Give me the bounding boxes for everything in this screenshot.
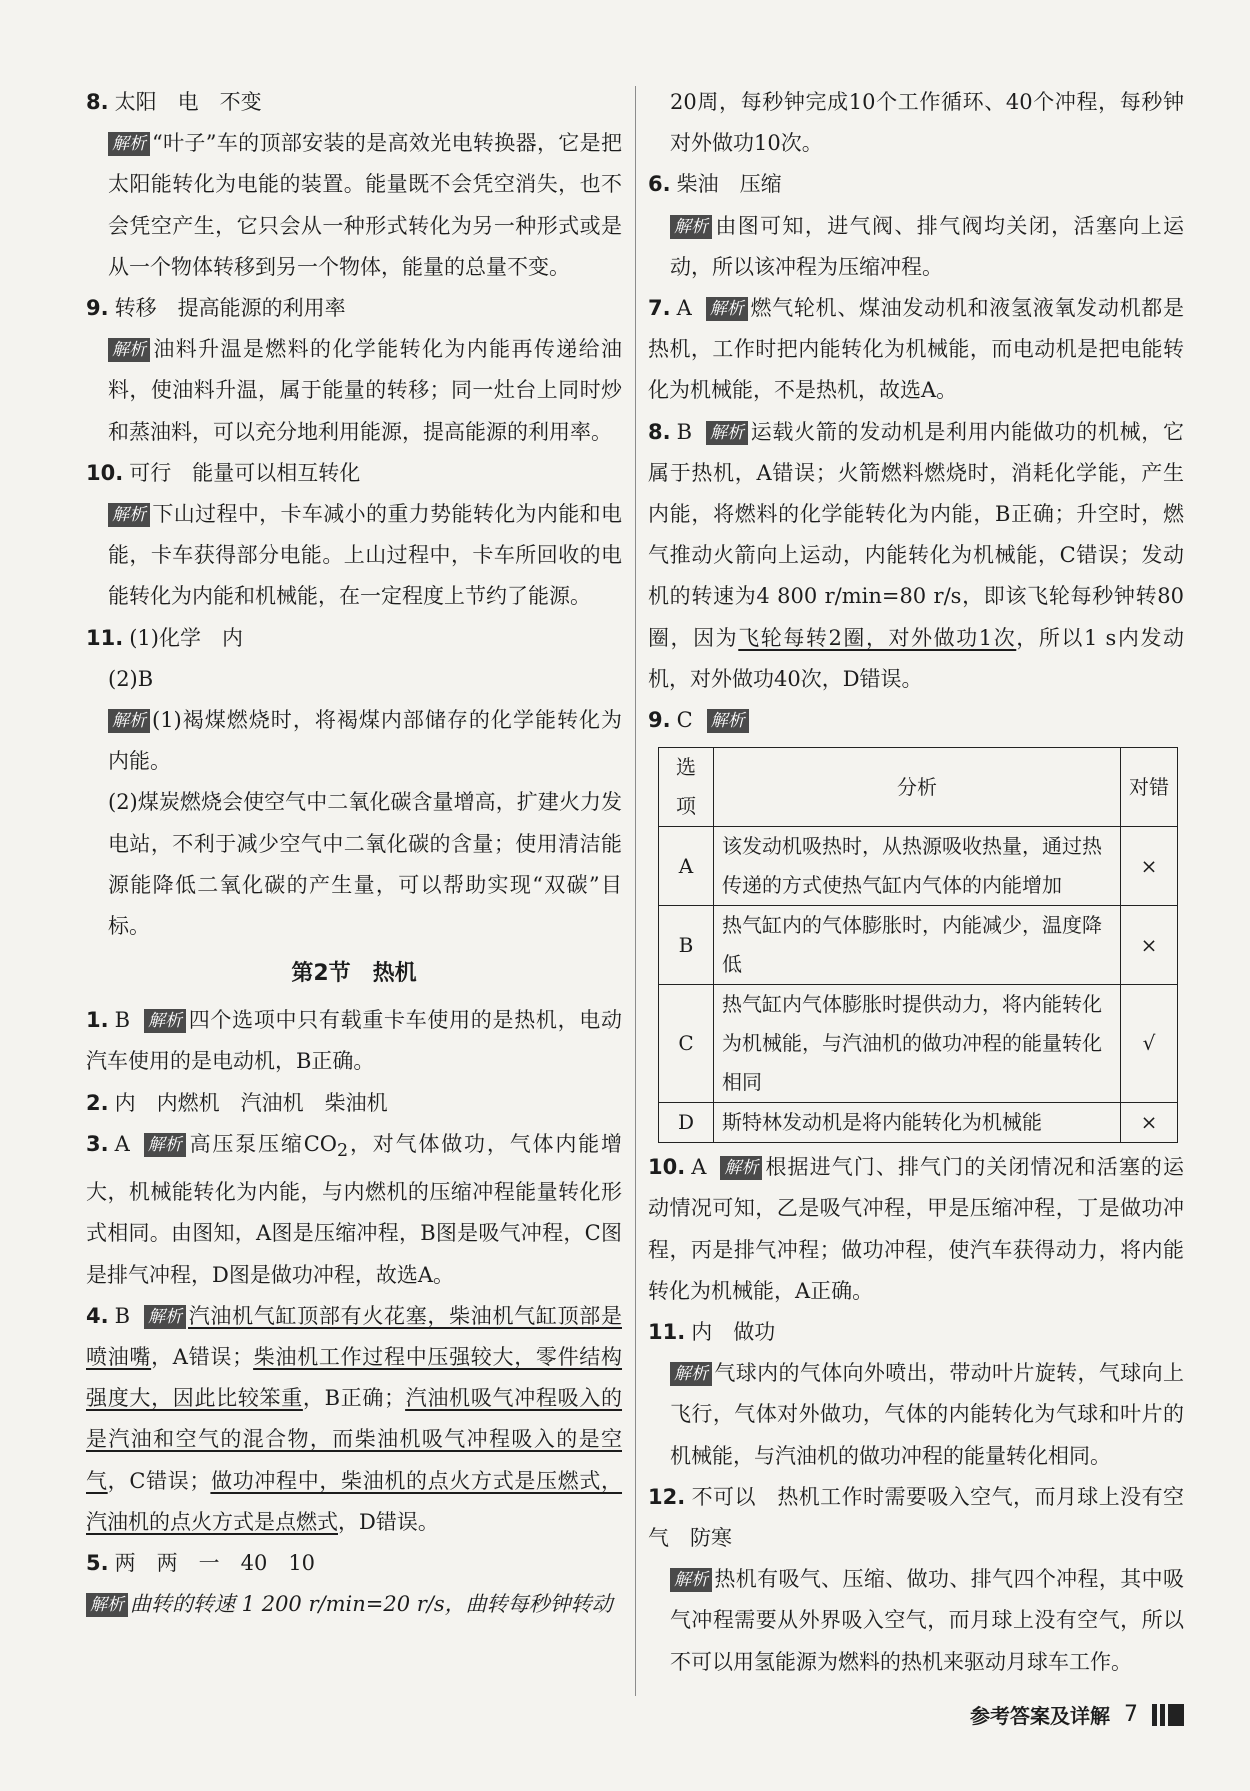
answer-11: 11. (1)化学 内 xyxy=(86,625,243,650)
analysis-10: 解析 下山过程中，卡车减小的重力势能转化为内能和电能，卡车获得部分电能。上山过程中，卡车所回收的电能转化为内能和机械能，在一定程度上节约了能源。 xyxy=(108,502,622,609)
answer-s10: 10. A 解析 根据进气门、排气门的关闭情况和活塞的运动情况可知，乙是吸气冲程，甲是压缩冲程，丁是做功冲程，丙是排气冲程；做功冲程，使汽车获得动力，将内能转化为机械能，A正确。 xyxy=(648,1155,1184,1303)
table-header: 分析 xyxy=(714,748,1121,827)
analysis-tag: 解析 xyxy=(670,1568,712,1592)
analysis-s12: 解析 热机有吸气、压缩、做功、排气四个冲程，其中吸气冲程需要从外界吸入空气，而月球上没有空气，所以不可以用氢能源为燃料的热机来驱动月球车工作。 xyxy=(670,1567,1184,1674)
answer-s5: 5. 两 两 一 40 10 xyxy=(86,1551,316,1576)
analysis-tag: 解析 xyxy=(108,503,150,527)
left-column xyxy=(86,82,622,1626)
analysis-s5-cont: 20周，每秒钟完成10个工作循环、40个冲程，每秒钟对外做功10次。 xyxy=(670,90,1184,156)
answer-s9: 9. C 解析 xyxy=(648,700,1184,741)
answer-11-part2: (2)B xyxy=(108,666,154,691)
analysis-tag: 解析 xyxy=(108,132,150,156)
answer-s2: 2. 内 内燃机 汽油机 柴油机 xyxy=(86,1090,388,1115)
footer-label: 参考答案及详解 xyxy=(970,1704,1110,1728)
analysis-tag: 解析 xyxy=(144,1305,186,1329)
analysis-s5: 解析 曲转的转速 1 200 r/min=20 r/s，曲转每秒钟转动 xyxy=(86,1584,622,1625)
answer-s1: 1. B 解析 四个选项中只有载重卡车使用的是热机，电动汽车使用的是电动机，B正确。 xyxy=(86,1008,622,1074)
answer-9: 9. 转移 提高能源的利用率 xyxy=(86,296,346,321)
answer-s3: 3. A 解析 高压泵压缩$CO_2$，对气体做功，气体内能增大，机械能转化为内能，与内燃机的压缩冲程能量转化形式相同。由图知，A图是压缩冲程，B图是吸气冲程，C图是排气冲程，D图是做功冲程，故选A。 xyxy=(86,1131,622,1287)
right-column xyxy=(648,82,1184,1683)
analysis-s6: 解析 由图可知，进气阀、排气阀均关闭，活塞向上运动，所以该冲程为压缩冲程。 xyxy=(670,213,1184,279)
table-row: C 热气缸内气体膨胀时提供动力，将内能转化为机械能，与汽油机的做功冲程的能量转化相同 √ xyxy=(659,985,1178,1103)
analysis-s11: 解析 气球内的气体向外喷出，带动叶片旋转，气球向上飞行，气体对外做功，气体的内能转化为气球和叶片的机械能，与汽油机的做功冲程的能量转化相同。 xyxy=(670,1361,1184,1468)
answer-s12: 12. 不可以 热机工作时需要吸入空气，而月球上没有空气 防寒 xyxy=(648,1484,1184,1551)
analysis-8: 解析 “叶子”车的顶部安装的是高效光电转换器，它是把太阳能转化为电能的装置。能量既不会凭空消失，也不会凭空产生，它只会从一种形式转化为另一种形式或是从一个物体转移到另一个物体，能量的总量不变。 xyxy=(108,131,622,279)
answer-s6: 6. 柴油 压缩 xyxy=(648,172,782,197)
analysis-tag: 解析 xyxy=(108,338,150,362)
table-header: 选项 xyxy=(659,748,714,827)
analysis-11-part2: (2)煤炭燃烧会使空气中二氧化碳含量增高，扩建火力发电站，不利于减少空气中二氧化碳的含量；使用清洁能源能降低二氧化碳的产生量，可以帮助实现“双碳”目标。 xyxy=(108,790,622,939)
analysis-tag: 解析 xyxy=(108,709,150,733)
analysis-tag: 解析 xyxy=(706,421,748,445)
answer-s4: 4. B 解析 汽油机气缸顶部有火花塞，柴油机气缸顶部是喷油嘴，A错误；柴油机工作过程中压强较大，零件结构强度大，因此比较笨重，B正确；汽油机吸气冲程吸入的是汽油和空气的混合物，而柴油机吸气冲程吸入的是空气，C错误；做功冲程中，柴油机的点火方式是压燃式，汽油机的点火方式是点燃式，D错误。 xyxy=(86,1303,623,1534)
analysis-tag: 解析 xyxy=(720,1156,762,1180)
analysis-11: 解析 (1)褐煤燃烧时，将褐煤内部储存的化学能转化为内能。 xyxy=(108,708,622,774)
answer-s11: 11. 内 做功 xyxy=(648,1320,776,1345)
analysis-tag: 解析 xyxy=(706,297,748,321)
analysis-tag: 解析 xyxy=(86,1593,128,1617)
analysis-tag: 解析 xyxy=(670,215,712,239)
answer-8: 8. 太阳 电 不变 xyxy=(86,90,262,114)
table-row: D 斯特林发动机是将内能转化为机械能 × xyxy=(659,1103,1178,1143)
analysis-tag: 解析 xyxy=(670,1362,712,1386)
page-number: 7 xyxy=(1124,1702,1138,1727)
table-header: 对错 xyxy=(1121,748,1178,827)
answer-10: 10. 可行 能量可以相互转化 xyxy=(86,460,361,485)
analysis-tag: 解析 xyxy=(144,1009,186,1033)
answer-s8: 8. B 解析 运载火箭的发动机是利用内能做功的机械，它属于热机，A错误；火箭燃料燃烧时，消耗化学能，产生内能，将燃料的化学能转化为内能，B正确；升空时，燃气推动火箭向上运动，内能转化为机械能，C错误；发动机的转速为4 800 r/min=80 r/s，即该飞轮每秒钟转80圈，因为飞轮每转2圈，对外做功1次，所以1 s内发动机，对外做功40次，D错误。 xyxy=(648,419,1185,691)
page-marker-icon xyxy=(1152,1704,1184,1726)
table-header-row xyxy=(659,748,1178,827)
page-footer xyxy=(970,1700,1184,1729)
analysis-9: 解析 油料升温是燃料的化学能转化为内能再传递给油料，使油料升温，属于能量的转移；同一灶台上同时炒和蒸油料，可以充分地利用能源，提高能源的利用率。 xyxy=(108,337,622,444)
table-row: A 该发动机吸热时，从热源吸收热量，通过热传递的方式使热气缸内气体的内能增加 × xyxy=(659,827,1178,906)
column-divider xyxy=(635,86,636,1696)
section-title: 第2节 热机 xyxy=(291,961,417,987)
analysis-tag: 解析 xyxy=(707,709,749,733)
analysis-tag: 解析 xyxy=(144,1133,186,1157)
analysis-table xyxy=(658,747,1178,1143)
answer-s7: 7. A 解析 燃气轮机、煤油发动机和液氢液氧发动机都是热机，工作时把内能转化为机械能，而电动机是把电能转化为机械能，不是热机，故选A。 xyxy=(648,296,1184,403)
table-row: B 热气缸内的气体膨胀时，内能减少，温度降低 × xyxy=(659,906,1178,985)
